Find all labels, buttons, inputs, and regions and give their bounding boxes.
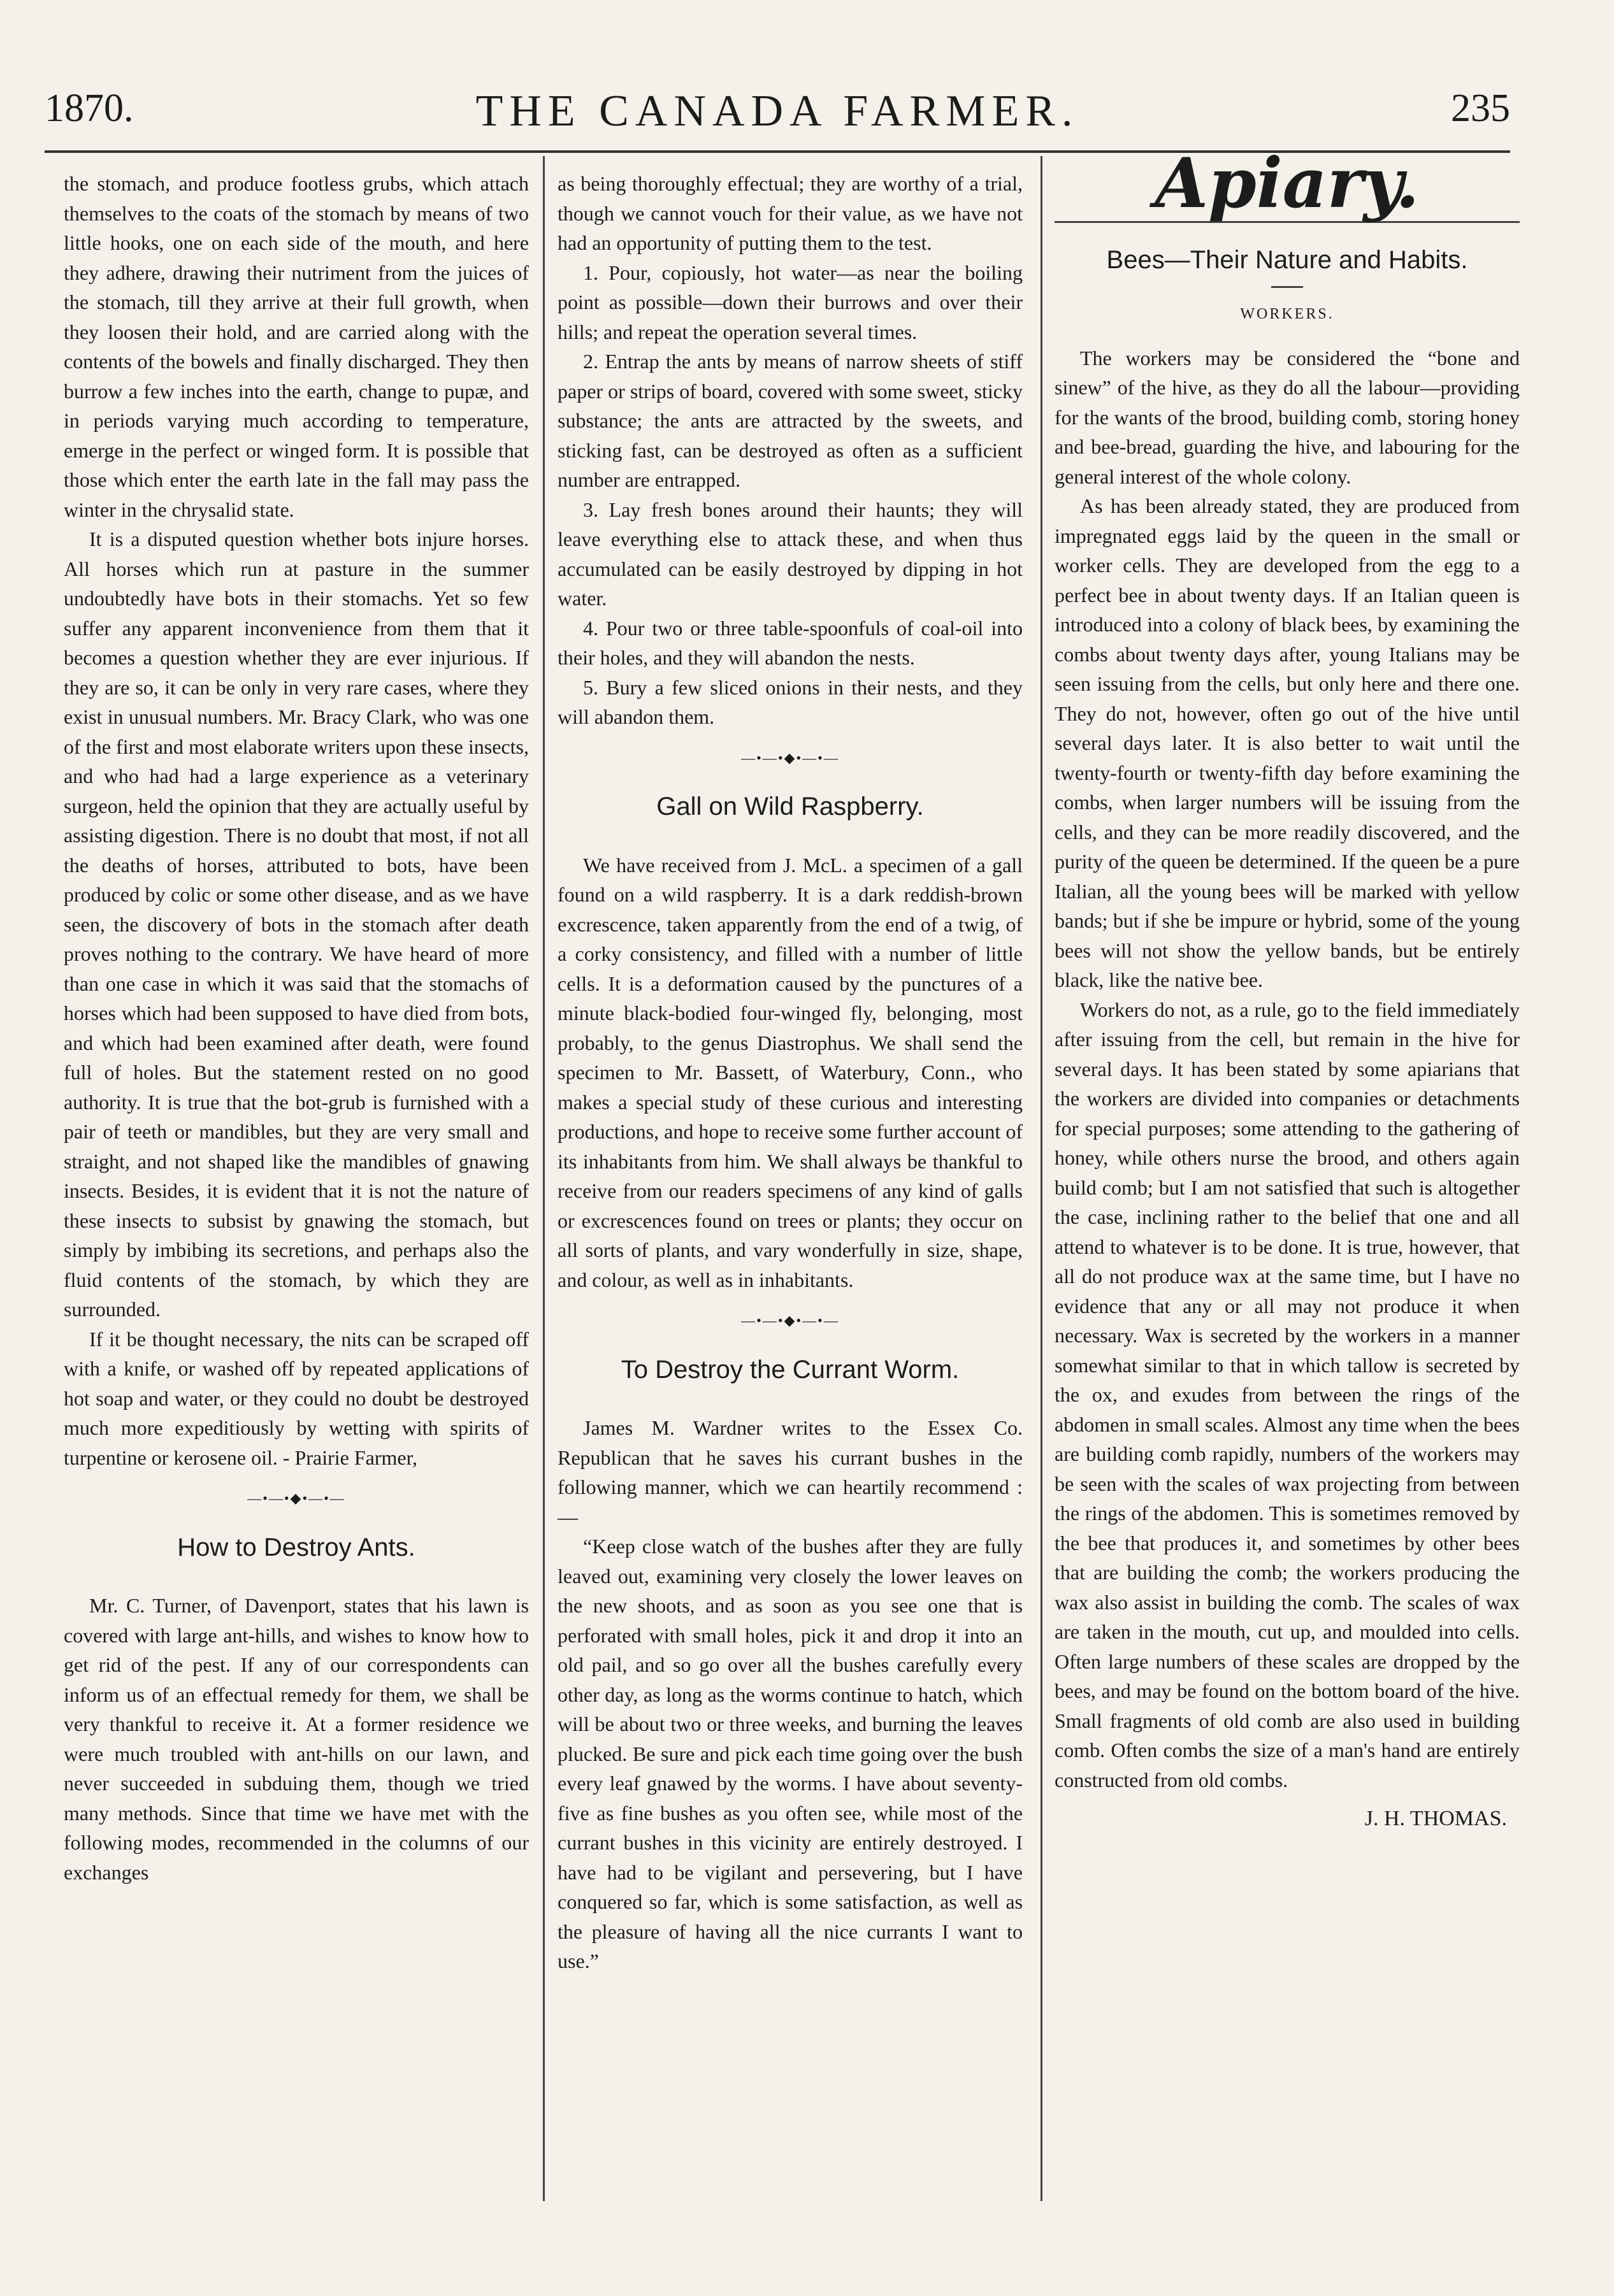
page-number: 235 xyxy=(1451,87,1510,130)
section-ornament: —•—•◆•—•— xyxy=(741,749,839,766)
numbered-item: 3. Lay fresh bones around their haunts; they will leave everything else to attack these, and when thus accumulated can be easily destroyed by dipping in hot water. xyxy=(558,498,1023,610)
page-header xyxy=(45,86,1510,147)
article-paragraph: If it be thought necessary, the nits can be scraped off with a knife, or washed off by repeated applications of hot soap and water, or they could no doubt be destroyed much more expeditiously by wetting with spirits of turpentine or kerosene oil. - Prairie Farmer, xyxy=(64,1327,529,1469)
article-paragraph: as being thoroughly effectual; they are worthy of a trial, though we cannot vouch for their value, as we have not had an opportunity of putting them to the test. xyxy=(558,172,1023,254)
numbered-item: 5. Bury a few sliced onions in their nests, and they will abandon them. xyxy=(558,675,1023,728)
article-paragraph: It is a disputed question whether bots injure horses. All horses which run at pasture in the summer undoubtedly have bots in their stomachs. Yet so few suffer any apparent inconvenience from them that it becomes a question whether they are ever injurious. If they are so, it can be only in very rare cases, where they exist in unusual numbers. Mr. Bracy Clark, who was one of the first and most elaborate writers upon these insects, and who had had a large experience as a veterinary surgeon, held the opinion that they are actually useful by assisting digestion. There is no doubt that most, if not all the deaths of horses, attributed to bots, have been produced by colic or some other disease, and as we have seen, the discovery of bots in the stomach after death proves nothing to the contrary. We have heard of more than one case in which it was said that the stomachs of horses which had been supposed to have died from bots, and which had been examined after death, were found full of holes. But the statement rested on no good authority. It is true that the bot-grub is furnished with a pair of teeth or mandibles, but they are very small and straight, and not shaped like the mandibles of gnawing insects. Besides, it is evident that it is not the nature of these insects to subsist by gnawing the stomach, but simply by imbibing its secretions, and perhaps also the fluid contents of the stomach, by which they are surrounded. xyxy=(64,527,529,1321)
column-3 xyxy=(1055,143,1520,1834)
numbered-item: 2. Entrap the ants by means of narrow sheets of stiff paper or strips of board, covered with some sweet, sticky substance; the ants are attracted by the sweets, and sticking fast, can be destroyed as often as a sufficient number are entrapped. xyxy=(558,350,1023,491)
article-paragraph: Workers do not, as a rule, go to the field immediately after issuing from the cell, but remain in the hive for several days. It has been stated by some apiarians that the workers are divided into companies or detachments for special purposes; some attending to the gathering of honey, while others nurse the brood, and others again build comb; but I am not satisfied that such is altogether the case, inclining rather to the belief that one and all attend to whatever is to be done. It is true, however, that all do not produce wax at the same time, but I have no evidence that any or all may not produce it when necessary. Wax is secreted by the workers in a manner somewhat similar to that in which tallow is secreted by the ox, and exudes from between the rings of the abdomen in small scales. Almost any time when the bees are building comb rapidly, numbers of the workers may be seen with the scales of wax projecting from between the rings of the abdomen. This is sometimes removed by the bee that produces it, and sometimes by other bees that are building the comb; the workers producing the wax also assist in building the comb. The scales of wax are taken in the mouth, cut up, and moulded into cells. Often large numbers of these scales are dropped by the bees, and may be found on the bottom board of the hive. Small fragments of old comb are also used in building comb. Often combs the size of a man's hand are entirely constructed from old combs. xyxy=(1055,998,1520,1791)
article-paragraph: The workers may be considered the “bone and sinew” of the hive, as they do all the labour—providing for the wants of the brood, building comb, storing honey and bee-bread, guarding the hive, and labouring for the general interest of the whole colony. xyxy=(1055,346,1520,488)
column-divider-2 xyxy=(1041,156,1042,2201)
section-ornament: —•—•◆•—•— xyxy=(741,1312,839,1328)
column-2 xyxy=(558,169,1023,1976)
article-paragraph: “Keep close watch of the bushes after they are fully leaved out, examining very closely the lower leaves on the new shoots, and as soon as you see one that is perforated with small holes, pick it and drop it into an old pail, and so go over all the bushes carefully every other day, as long as the worms continue to hatch, which will be about two or three weeks, and burning the leaves plucked. Be sure and pick each time going over the bush every leaf gnawed by the worms. I have about seventy-five as fine bushes as you often see, while most of the currant bushes in this vicinity are entirely destroyed. I have had to be vigilant and persevering, but I have conquered so far, which is some satisfaction, as well as the pleasure of having all the nice currants I want to use.” xyxy=(558,1535,1023,1972)
section-title-apiary: Apiary. xyxy=(1155,143,1420,224)
article-paragraph: We have received from J. McL. a specimen of a gall found on a wild raspberry. It is a dark reddish-brown excrescence, taken apparently from the end of a twig, of a corky consistency, and filled with a number of little cells. It is a deformation caused by the punctures of a minute black-bodied four-winged fly, belonging, most probably, to the genus Diastrophus. We shall send the specimen to Mr. Bassett, of Waterbury, Conn., who makes a special study of these curious and interesting productions, and hope to receive some further account of its inhabitants from him. We shall always be thankful to receive from our readers specimens of any kind of galls or excrescences found on trees or plants; they occur on all sorts of plants, and vary wonderfully in size, shape, and colour, as well as in inhabitants. xyxy=(558,853,1023,1291)
newspaper-title: THE CANADA FARMER. xyxy=(475,87,1079,136)
heading-destroy-ants: How to Destroy Ants. xyxy=(177,1533,415,1561)
article-paragraph: James M. Wardner writes to the Essex Co. Republican that he saves his currant bushes in the following manner, which we can heartily recommend :— xyxy=(558,1416,1023,1528)
section-ornament: —•—•◆•—•— xyxy=(247,1490,345,1506)
heading-bees-nature: Bees—Their Nature and Habits. xyxy=(1106,245,1468,274)
column-divider-1 xyxy=(543,156,545,2201)
article-paragraph: Mr. C. Turner, of Davenport, states that his lawn is covered with large ant-hills, and wishes to know how to get rid of the pest. If any of our correspondents can inform us of an effectual remedy for them, we shall be very thankful to receive it. At a former residence we were much troubled with ant-hills on our lawn, and never succeeded in subduing them, though we tried many methods. Since that time we have met with the following modes, recommended in the columns of our exchanges xyxy=(64,1594,529,1884)
article-paragraph: As has been already stated, they are produced from impregnated eggs laid by the queen in the small or worker cells. They are developed from the egg to a perfect bee in about twenty days. If an Italian queen is introduced into a colony of black bees, by examining the combs about twenty days after, young Italians may be seen issuing from the cells, but only here and there one. They do not, however, often go out of the hive until several days later. It is also better to wait until the twenty-fourth or twenty-fifth day before examining the combs, when larger numbers will be issuing from the cells, and they can be more readily discovered, and the purity of the queen be determined. If the queen be a pure Italian, all the young bees will be marked with yellow bands; but if she be impure or hybrid, some of the young bees will not show the yellow bands, but be entirely black, like the native bee. xyxy=(1055,494,1520,991)
subheading-workers: WORKERS. xyxy=(1240,306,1334,322)
short-rule xyxy=(1271,286,1303,288)
heading-currant-worm: To Destroy the Currant Worm. xyxy=(621,1355,960,1384)
numbered-item: 1. Pour, copiously, hot water—as near the boiling point as possible—down their burrows and over their hills; and repeat the operation several times. xyxy=(558,261,1023,343)
column-1 xyxy=(64,169,529,1887)
heading-gall-raspberry: Gall on Wild Raspberry. xyxy=(656,793,924,821)
header-year: 1870. xyxy=(45,87,134,130)
article-paragraph: the stomach, and produce footless grubs, which attach themselves to the coats of the stomach by means of two little hooks, one on each side of the mouth, and here they adhere, drawing their nutriment from the juices of the stomach, till they arrive at their full growth, when they loosen their hold, and are carried along with the contents of the bowels and finally discharged. They then burrow a few inches into the earth, change to pupæ, and in periods varying much according to temperature, emerge in the perfect or winged form. It is possible that those which enter the earth late in the fall may pass the winter in the chrysalid state. xyxy=(64,172,529,521)
numbered-item: 4. Pour two or three table-spoonfuls of coal-oil into their holes, and they will abandon the nests. xyxy=(558,616,1023,669)
author-signature: J. H. THOMAS. xyxy=(1364,1807,1507,1830)
